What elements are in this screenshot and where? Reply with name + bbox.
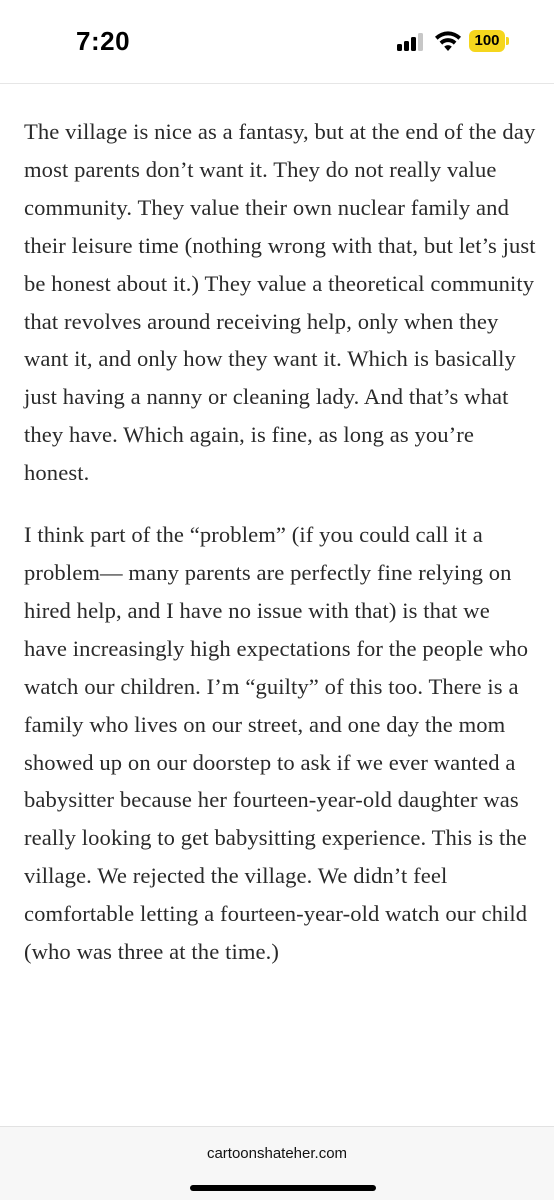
status-bar <box>0 0 554 84</box>
battery-icon: 100 <box>469 30 505 52</box>
cellular-signal-icon <box>397 33 425 51</box>
signal-bar <box>404 41 409 51</box>
wifi-icon <box>434 30 462 52</box>
home-indicator[interactable] <box>190 1185 376 1191</box>
site-url[interactable]: cartoonshateher.com <box>206 1145 348 1162</box>
signal-bar <box>411 37 416 51</box>
signal-bar <box>418 33 423 51</box>
article-paragraph: I think part of the “problem” (if you could call it a problem— many parents are perfectly fine relying on hired help, and I have no issue with that) is that we have increasingly high expectations for the people who watch our children. I’m “guilty” of this too. There is a family who lives on our street, and one day the mom showed up on our doorstep to ask if we ever wanted a babysitter because her fourteen-year-old daughter was really looking to get babysitting experience. This is the village. We rejected the village. We didn’t feel comfortable letting a fourteen-year-old watch our child (who was three at the time.) <box>24 522 529 965</box>
browser-address-bar[interactable] <box>0 1126 554 1200</box>
battery-tip <box>506 37 509 45</box>
signal-bar <box>397 44 402 51</box>
status-time: 7:20 <box>76 26 131 56</box>
article-body <box>24 113 536 995</box>
article-paragraph: The village is nice as a fantasy, but at the end of the day most parents don’t want it. They do not really value community. They value their own nuclear family and their leisure time (nothing wrong with that, but let’s just be honest about it.) They value a theoretical community that revolves around receiving help, only when they want it, and only how they want it. Which is basically just having a nanny or cleaning lady. And that’s what they have. Which again, is fine, as long as you’re honest. <box>24 119 536 486</box>
